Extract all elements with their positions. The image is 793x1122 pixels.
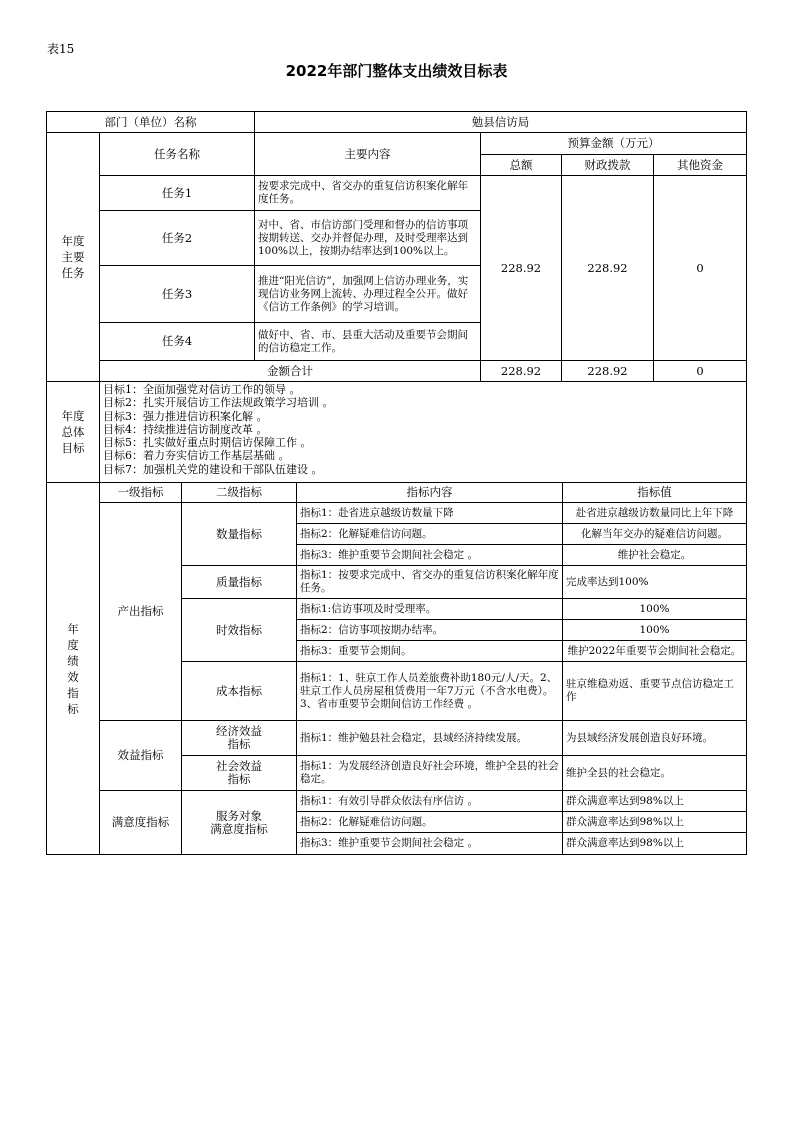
indicator-value: 群众满意率达到98%以上 (563, 833, 747, 855)
task-name: 任务1 (100, 176, 255, 211)
task-budget-fiscal: 228.92 (562, 176, 654, 361)
indicator-value: 100% (563, 620, 747, 641)
table-number: 表15 (47, 42, 75, 56)
indicator-value: 化解当年交办的疑难信访问题。 (563, 524, 747, 545)
section-annual-tasks: 年度 主要 任务 (47, 133, 100, 382)
performance-target-table (46, 111, 747, 855)
level1-output: 产出指标 (100, 503, 182, 721)
level2-cost: 成本指标 (182, 662, 297, 721)
goal-item: 目标6：着力夯实信访工作基层基础 。 (103, 449, 290, 463)
goal-item: 目标7：加强机关党的建设和干部队伍建设 。 (103, 462, 323, 476)
goal-item: 目标5：扎实做好重点时期信访保障工作 。 (103, 436, 312, 450)
task-name: 任务3 (100, 266, 255, 323)
header-total: 总额 (481, 155, 562, 176)
indicator-value: 群众满意率达到98%以上 (563, 812, 747, 833)
indicator-content: 指标2：化解疑难信访问题。 (297, 812, 563, 833)
sum-fiscal: 228.92 (562, 361, 654, 382)
level2-quantity: 数量指标 (182, 503, 297, 566)
task-budget-total: 228.92 (481, 176, 562, 361)
indicator-content: 指标2：化解疑难信访问题。 (297, 524, 563, 545)
header-task-name: 任务名称 (100, 133, 255, 176)
level2-quality: 质量指标 (182, 566, 297, 599)
level2-economic: 经济效益 指标 (182, 721, 297, 756)
indicator-value: 维护全县的社会稳定。 (563, 756, 747, 791)
section-annual-goals: 年度 总体 目标 (47, 382, 100, 483)
level2-timeliness: 时效指标 (182, 599, 297, 662)
level2-social: 社会效益 指标 (182, 756, 297, 791)
indicator-content: 指标2：信访事项按期办结率。 (297, 620, 563, 641)
header-indicator-value: 指标值 (563, 483, 747, 503)
header-level2: 二级指标 (182, 483, 297, 503)
indicator-value: 为县域经济发展创造良好环境。 (563, 721, 747, 756)
header-main-content: 主要内容 (255, 133, 481, 176)
indicator-content: 指标1：维护勉县社会稳定，县域经济持续发展。 (297, 721, 563, 756)
indicator-content: 指标3：维护重要节会期间社会稳定 。 (297, 545, 563, 566)
task-budget-other: 0 (654, 176, 747, 361)
goal-item: 目标4：持续推进信访制度改革 。 (103, 422, 268, 436)
indicator-content: 指标1：为发展经济创造良好社会环境，维护全县的社会稳定。 (297, 756, 563, 791)
goal-item: 目标3：强力推进信访积案化解 。 (103, 409, 268, 423)
indicator-content: 指标3：维护重要节会期间社会稳定 。 (297, 833, 563, 855)
header-level1: 一级指标 (100, 483, 182, 503)
task-name: 任务4 (100, 323, 255, 361)
indicator-content: 指标1：1、驻京工作人员差旅费补助180元/人/天。2、驻京工作人员房屋租赁费用一年7万元（不含水电费）。3、省市重要节会期间信访工作经费 。 (297, 662, 563, 721)
task-content: 推进“阳光信访”，加强网上信访办理业务，实现信访业务网上流转、办理过程全公开。做好《信访工作条例》的学习培训。 (255, 266, 481, 323)
dept-label: 部门（单位）名称 (47, 112, 255, 133)
indicator-content: 指标1：赴省进京越级访数量下降 (297, 503, 563, 524)
sum-other: 0 (654, 361, 747, 382)
indicator-value: 赴省进京越级访数量同比上年下降 (563, 503, 747, 524)
goal-item: 目标2：扎实开展信访工作法规政策学习培训 。 (103, 396, 334, 410)
task-name: 任务2 (100, 211, 255, 266)
section-performance-indicators: 年 度 绩 效 指 标 (47, 483, 100, 855)
indicator-value: 维护2022年重要节会期间社会稳定。 (563, 641, 747, 662)
header-other: 其他资金 (654, 155, 747, 176)
dept-name: 勉县信访局 (255, 112, 747, 133)
task-content: 对中、省、市信访部门受理和督办的信访事项按期转送、交办并督促办理，及时受理率达到100%以上，按期办结率达到100%以上。 (255, 211, 481, 266)
indicator-value: 完成率达到100% (563, 566, 747, 599)
indicator-value: 群众满意率达到98%以上 (563, 791, 747, 812)
header-fiscal: 财政拨款 (562, 155, 654, 176)
goals-list (100, 382, 747, 483)
task-content: 做好中、省、市、县重大活动及重要节会期间的信访稳定工作。 (255, 323, 481, 361)
level1-benefit: 效益指标 (100, 721, 182, 791)
page-title: 2022年部门整体支出绩效目标表 (285, 62, 508, 80)
sum-total: 228.92 (481, 361, 562, 382)
indicator-value: 维护社会稳定。 (563, 545, 747, 566)
indicator-content: 指标1:信访事项及时受理率。 (297, 599, 563, 620)
header-indicator-content: 指标内容 (297, 483, 563, 503)
level2-service-satisfaction: 服务对象 满意度指标 (182, 791, 297, 855)
indicator-content: 指标1：有效引导群众依法有序信访 。 (297, 791, 563, 812)
indicator-value: 驻京维稳劝返、重要节点信访稳定工作 (563, 662, 747, 721)
indicator-content: 指标3：重要节会期间。 (297, 641, 563, 662)
indicator-content: 指标1：按要求完成中、省交办的重复信访积案化解年度任务。 (297, 566, 563, 599)
sum-label: 金额合计 (100, 361, 481, 382)
header-budget: 预算金额（万元） (481, 133, 747, 155)
indicator-value: 100% (563, 599, 747, 620)
goal-item: 目标1：全面加强党对信访工作的领导 。 (103, 383, 301, 396)
level1-satisfaction: 满意度指标 (100, 791, 182, 855)
task-content: 按要求完成中、省交办的重复信访积案化解年度任务。 (255, 176, 481, 211)
